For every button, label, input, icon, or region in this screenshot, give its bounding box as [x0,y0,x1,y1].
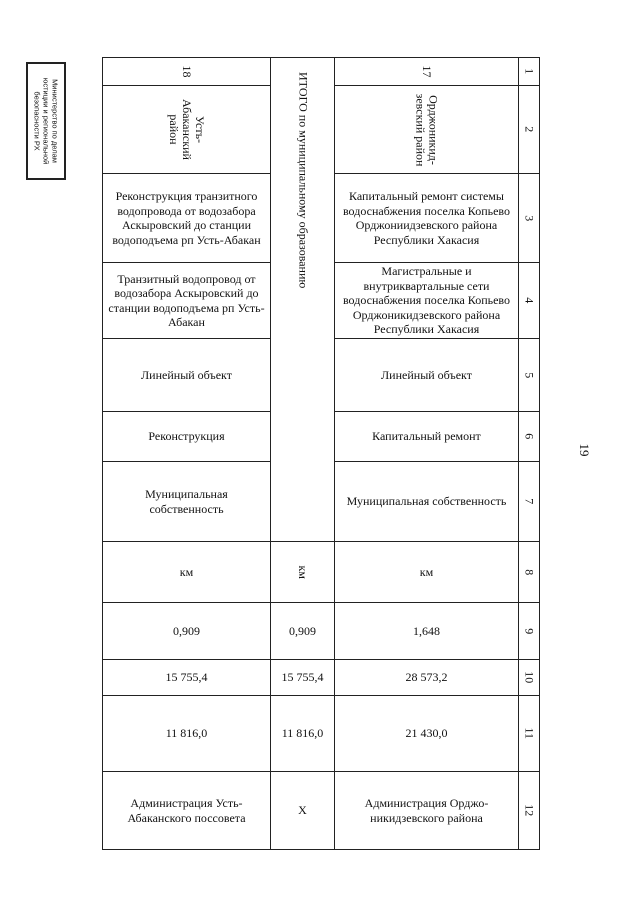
row17-funding: 21 430,0 [335,696,519,772]
stamp-text: Министерство по делам юстиции и региональной безопасности РХ [32,77,60,165]
total-unit: км [271,542,335,603]
row18-ownership: Муниципальная собственность [103,462,271,542]
row17-customer: Администрация Орджо-никидзевского района [335,772,519,850]
total-capacity: 0,909 [271,603,335,660]
row17-unit: км [335,542,519,603]
row17-name: Капитальный ремонт системы водоснабжения поселка Копьево Орджониидзевского района Республики Хакасия [335,174,519,263]
row17-object: Магистральные и внутриквартальные сети водоснабжения поселка Копьево Орджоникидзевского района Республики Хакасия [335,263,519,339]
row17-district: Орджоникид- зевский район [335,86,519,174]
total-funding: 11 816,0 [271,696,335,772]
page-number: 19 [577,443,592,457]
row18-capacity: 0,909 [103,603,271,660]
row17-capacity: 1,648 [335,603,519,660]
total-label-cell [271,58,335,542]
column-number-10: 10 [519,660,540,696]
table-row-customer [103,772,540,850]
row18-unit: км [103,542,271,603]
column-number-8: 8 [519,542,540,603]
column-number-11: 11 [519,696,540,772]
row18-number: 18 [103,58,271,86]
table-row-unit [103,542,540,603]
table-row-cost [103,660,540,696]
ministry-stamp [26,62,66,180]
column-number-3: 3 [519,174,540,263]
total-label: ИТОГО по муниципальному образованию [295,72,310,289]
row18-customer: Администрация Усть-Абаканского поссовета [103,772,271,850]
row17-type: Линейный объект [335,339,519,412]
row18-cost: 15 755,4 [103,660,271,696]
column-number-7: 7 [519,462,540,542]
column-number-4: 4 [519,263,540,339]
column-number-6: 6 [519,412,540,462]
column-number-9: 9 [519,603,540,660]
row17-cost: 28 573,2 [335,660,519,696]
row18-name: Реконструкция транзитного водопровода от водозабора Аскыровский до станции водоподъема рп Усть-Абакан [103,174,271,263]
row18-object: Транзитный водопровод от водозабора Аскыровский до станции водоподъема рп Усть-Абакан [103,263,271,339]
table-row-funding [103,696,540,772]
row17-ownership: Муниципальная собственность [335,462,519,542]
row18-type: Линейный объект [103,339,271,412]
row18-district: Усть- Абаканский район [103,86,271,174]
row18-work: Реконструкция [103,412,271,462]
row18-funding: 11 816,0 [103,696,271,772]
table-row-capacity [103,603,540,660]
total-customer: Х [271,772,335,850]
column-number-5: 5 [519,339,540,412]
projects-table [102,57,540,850]
row17-number: 17 [335,58,519,86]
column-number-1: 1 [519,58,540,86]
column-number-12: 12 [519,772,540,850]
total-cost: 15 755,4 [271,660,335,696]
column-number-2: 2 [519,86,540,174]
row17-work: Капитальный ремонт [335,412,519,462]
